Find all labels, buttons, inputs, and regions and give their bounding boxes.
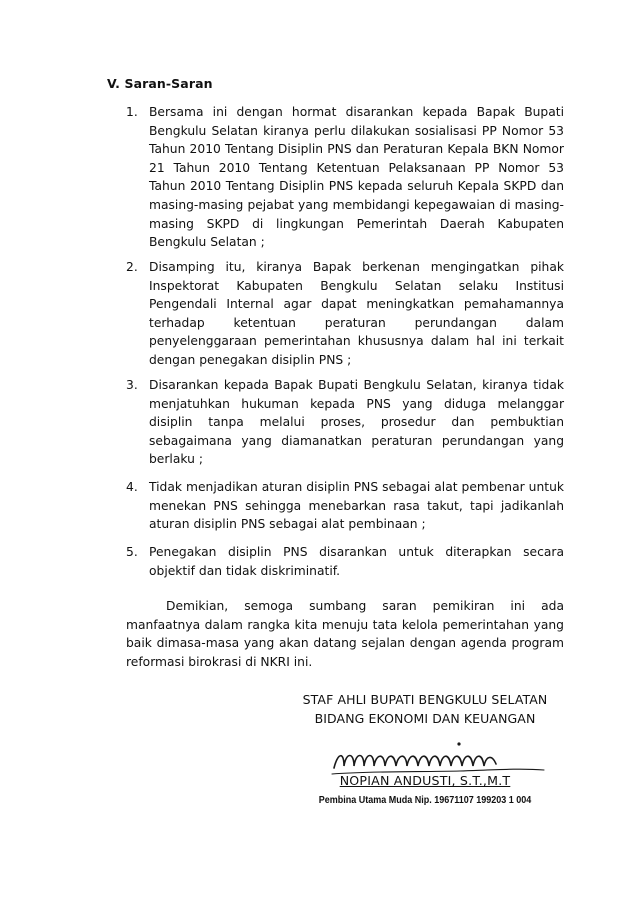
handwritten-signature bbox=[330, 738, 548, 778]
list-item bbox=[126, 376, 564, 469]
list-item-number: 4. bbox=[126, 480, 138, 494]
signature-title bbox=[270, 690, 580, 728]
signatory-rank-nip: Pembina Utama Muda Nip. 19671107 199203 1 004 bbox=[318, 795, 532, 806]
list-item-text: Disarankan kepada Bapak Bupati Bengkulu Selatan, kiranya tidak menjatuhkan hukuman kepada PNS yang diduga melanggar disiplin tanpa melalui proses, prosedur dan pembuktian sebagaimana yang diamanatkan peraturan perundangan yang berlaku ; bbox=[149, 378, 564, 467]
list-item bbox=[126, 258, 564, 370]
list-item-number: 2. bbox=[126, 260, 138, 274]
signature-title-line1: STAF AHLI BUPATI BENGKULU SELATAN bbox=[302, 692, 548, 707]
list-item-text: Penegakan disiplin PNS disarankan untuk diterapkan secara objektif dan tidak diskriminatif. bbox=[149, 545, 564, 578]
closing-paragraph: Demikian, semoga sumbang saran pemikiran ini ada manfaatnya dalam rangka kita menuju tata kelola pemerintahan yang baik dimasa-masa yang akan datang sejalan dengan agenda program reformasi birokrasi di NKRI ini. bbox=[126, 599, 564, 669]
list-item-number: 1. bbox=[126, 105, 138, 119]
list-item bbox=[126, 103, 564, 252]
list-item-text: Tidak menjadikan aturan disiplin PNS sebagai alat pembenar untuk menekan PNS sehingga menebarkan rasa takut, tapi jadikanlah aturan disiplin PNS sebagai alat pembinaan ; bbox=[149, 480, 564, 532]
signatory-name: NOPIAN ANDUSTI, S.T.,M.T bbox=[339, 773, 511, 788]
list-item-text: Bersama ini dengan hormat disarankan kepada Bapak Bupati Bengkulu Selatan kiranya perlu dilakukan sosialisasi PP Nomor 53 Tahun 2010 Tentang Disiplin PNS dan Peraturan Kepala BKN Nomor 21 Tahun 2010 Tentang Ketentuan Pelaksanaan PP Nomor 53 Tahun 2010 Tentang Disiplin PNS kepada seluruh Kepala SKPD dan masing-masing pejabat yang membidangi kepegawaian di masing-masing SKPD di lingkungan Pemerintah Daerah Kabupaten Bengkulu Selatan ; bbox=[149, 105, 564, 250]
signature-title-line2: BIDANG EKONOMI DAN KEUANGAN bbox=[314, 711, 536, 726]
list-item bbox=[126, 478, 564, 534]
list-item bbox=[126, 543, 564, 580]
list-item-number: 5. bbox=[126, 545, 138, 559]
list-item-number: 3. bbox=[126, 378, 138, 392]
list-item-text: Disamping itu, kiranya Bapak berkenan mengingatkan pihak Inspektorat Kabupaten Bengkulu Selatan selaku Institusi Pengendali Internal agar dapat meningkatkan pemahamannya terhadap ketentuan peraturan perundangan dalam penyelenggaraan pemerintahan khususnya dalam hal ini terkait dengan penegakan disiplin PNS ; bbox=[149, 260, 564, 367]
section-heading: V. Saran-Saran bbox=[107, 76, 213, 91]
